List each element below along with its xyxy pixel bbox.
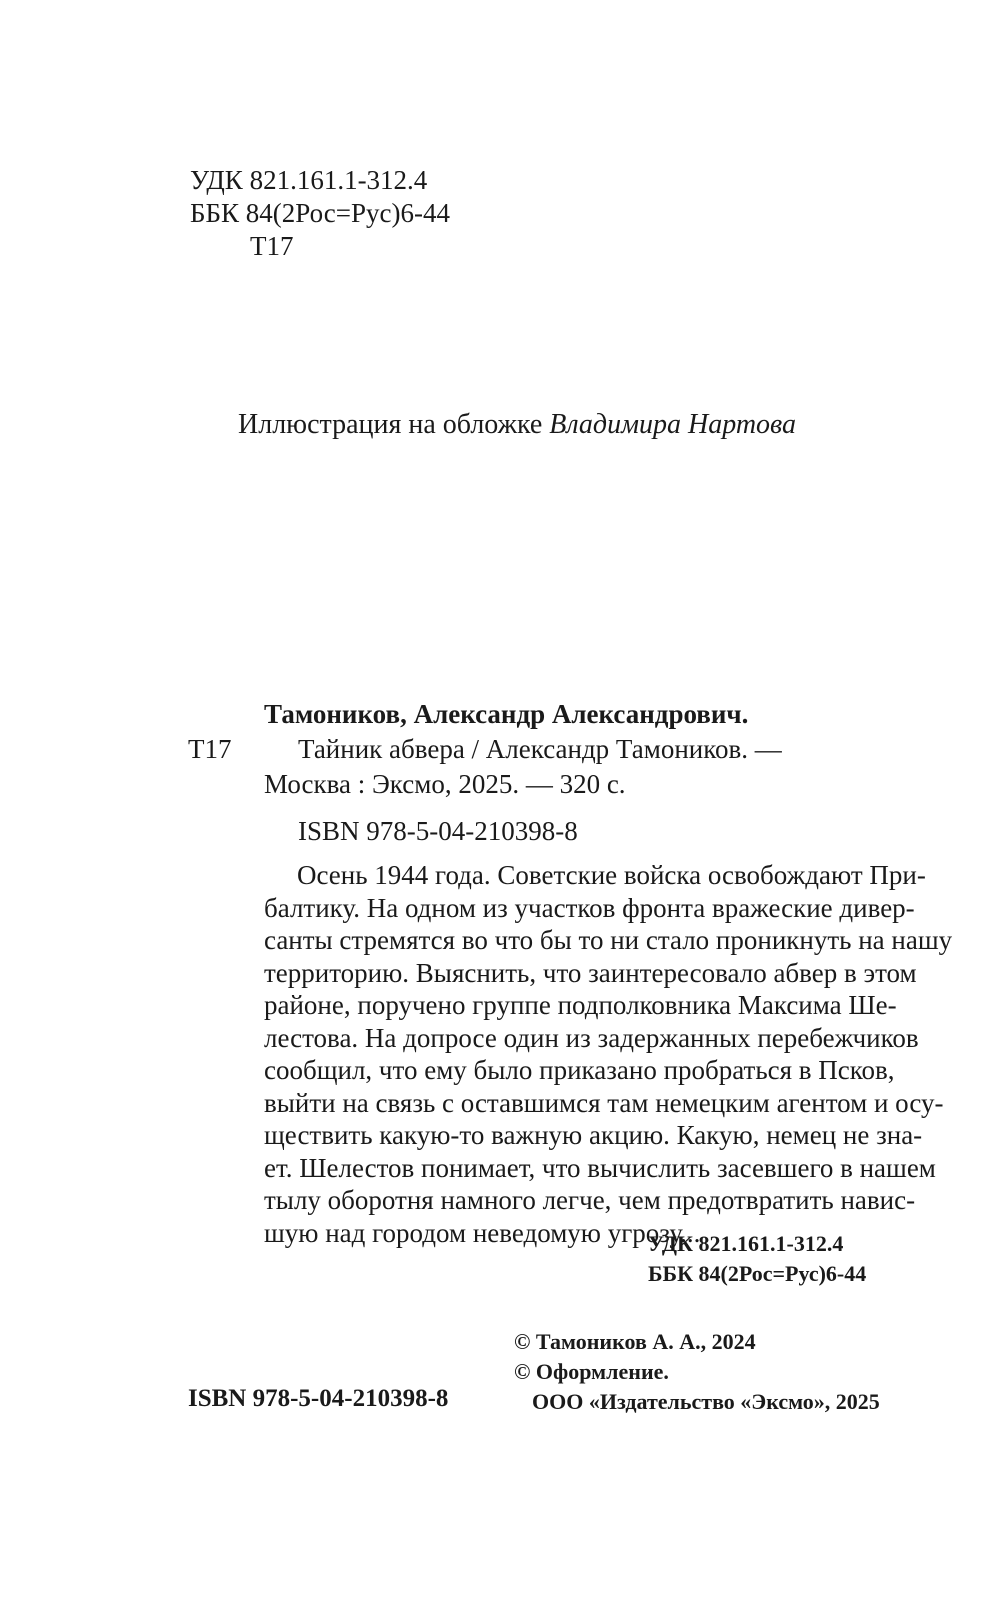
bbk-code-top: ББК 84(2Рос=Рус)6-44 — [190, 198, 450, 228]
publisher-copyright: ООО «Издательство «Эксмо», 2025 — [532, 1389, 880, 1414]
publication-line: Москва : Эксмо, 2025. — 320 с. — [264, 769, 626, 799]
annotation-line: санты стремятся во что бы то ни стало проникнуть на нашу — [264, 925, 953, 955]
annotation-line: лестова. На допросе один из задержанных перебежчиков — [264, 1022, 919, 1053]
annotation-line: территорию. Выяснить, что заинтересовало абвер в этом — [264, 957, 917, 988]
annotation-line: сообщил, что ему было приказано пробраться в Псков, — [264, 1055, 895, 1085]
book-author: Тамоников, Александр Александрович. — [264, 699, 749, 729]
annotation-line: ществить какую-то важную акцию. Какую, немец не зна- — [264, 1120, 923, 1150]
annotation-line: выйти на связь с оставшимся там немецким агентом и осу- — [264, 1087, 944, 1118]
annotation-line: тылу оборотня намного легче, чем предотвратить навис- — [264, 1185, 916, 1215]
isbn-bottom: ISBN 978-5-04-210398-8 — [188, 1385, 449, 1412]
illustration-artist: Владимира Нартова — [549, 409, 797, 440]
udk-code-top: УДК 821.161.1-312.4 — [190, 165, 428, 195]
bbk-code-bottom: ББК 84(2Рос=Рус)6-44 — [648, 1261, 867, 1286]
author-copyright: © Тамоников А. А., 2024 — [514, 1329, 756, 1354]
annotation-line: Осень 1944 года. Советские войска освобождают При- — [297, 860, 926, 890]
design-copyright: © Оформление. — [514, 1359, 669, 1384]
isbn-entry: ISBN 978-5-04-210398-8 — [298, 816, 578, 846]
udk-code-bottom: УДК 821.161.1-312.4 — [648, 1231, 844, 1256]
annotation-line: шую над городом неведомую угрозу... — [264, 1217, 701, 1248]
book-annotation — [264, 859, 953, 1249]
illustration-credit — [238, 408, 796, 442]
author-code-top: Т17 — [250, 231, 294, 261]
annotation-line: ет. Шелестов понимает, что вычислить засевшего в нашем — [264, 1152, 936, 1183]
book-title-line: Тайник абвера / Александр Тамоников. — — [298, 734, 782, 764]
illustration-credit-prefix: Иллюстрация на обложке — [238, 409, 550, 440]
author-code-entry: Т17 — [188, 734, 232, 764]
annotation-line: балтику. На одном из участков фронта вражеские дивер- — [264, 892, 915, 923]
annotation-line: районе, поручено группе подполковника Максима Ше- — [264, 990, 897, 1020]
